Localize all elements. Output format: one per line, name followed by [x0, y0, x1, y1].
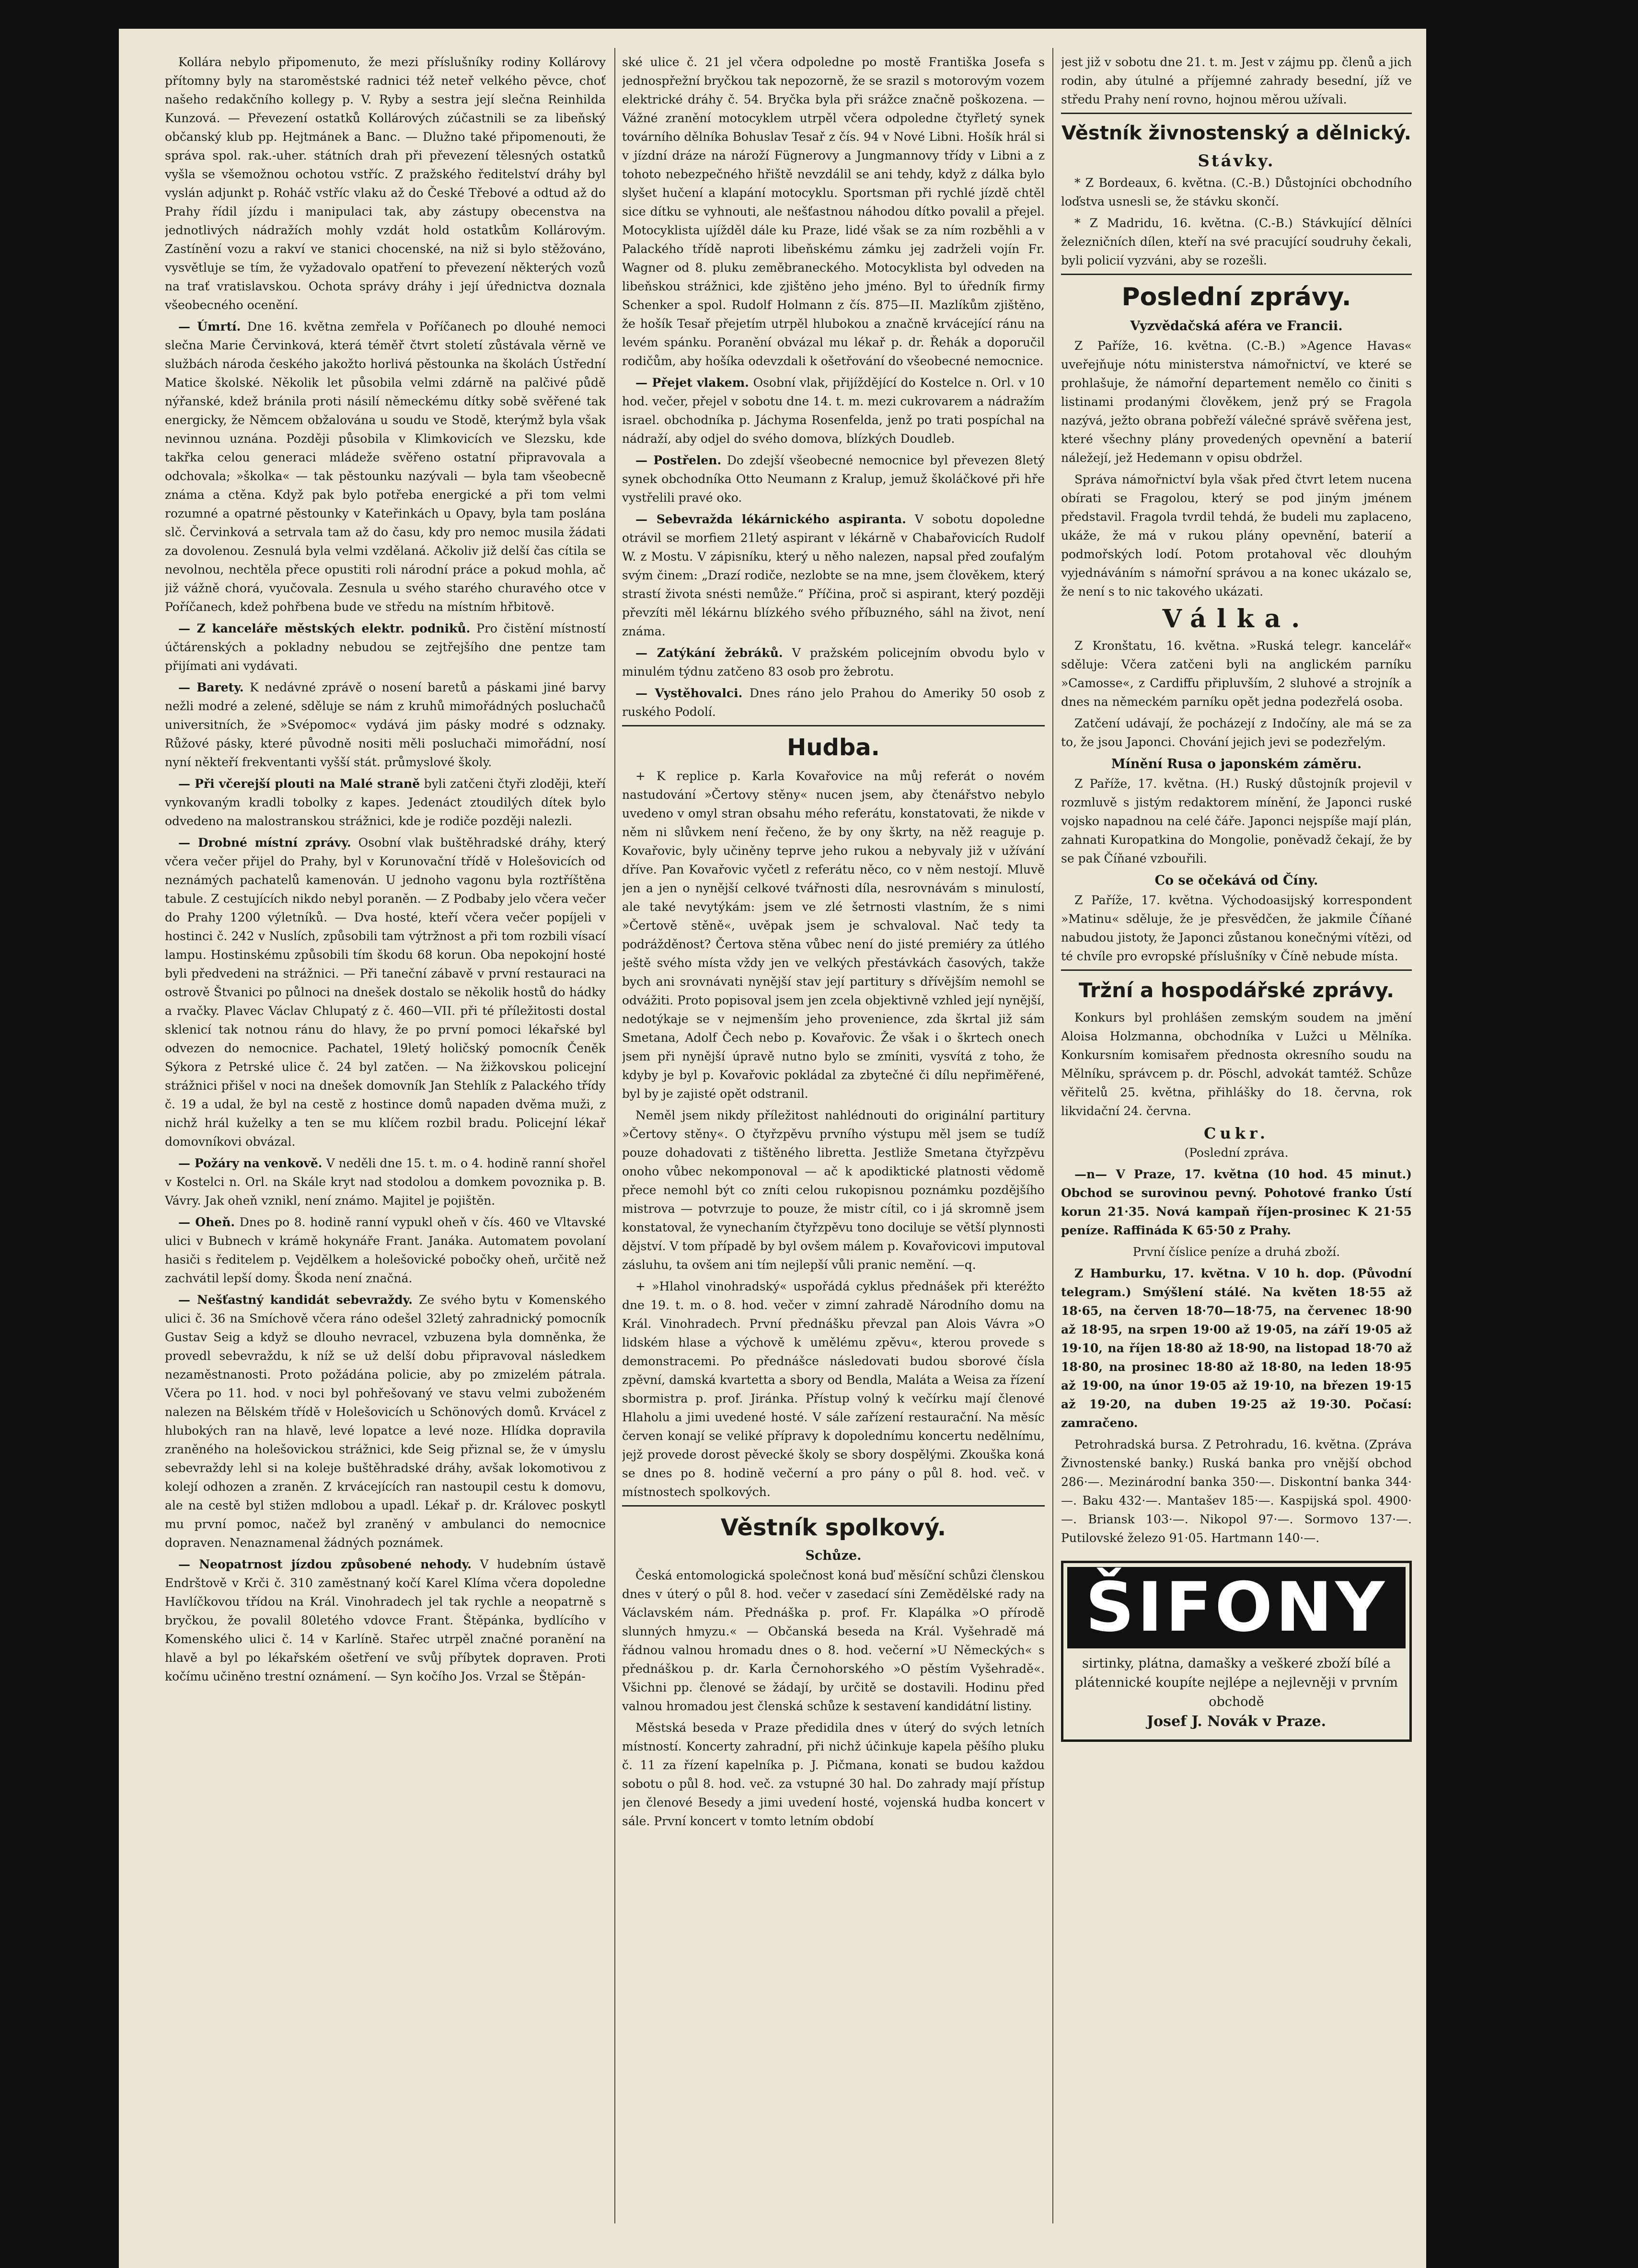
item-heading: — Vystěhovalci. [635, 686, 743, 700]
section-rule [1061, 113, 1412, 114]
ad-text: sirtinky, plátna, damašky a veškeré zboží bílé a plátennické koupíte nejlépe a nejlevněji v prvním obchodě [1075, 1656, 1398, 1709]
section-rule [622, 1505, 1045, 1507]
news-item [165, 1290, 606, 1552]
subheading-stavky: Stávky. [1198, 151, 1275, 171]
news-item [165, 317, 606, 616]
item-text: Do zdejší všeobecné nemocnice byl převezen 8letý synek obchodníka Otto Neumann z Kralup, jemuž školáčkové při hře vystřelili pravé oko. [622, 453, 1045, 505]
subheading-cukr: Cukr. [1204, 1124, 1269, 1142]
article-paragraph: + K replice p. Karla Kovařovice na můj referát o novém nastudování »Čertovy stěny« nucen jsem, aby čtenářstvo nebylo uvedeno v omyl stran obsahu mého referátu, konstatovati, že nikde v něm ni slůvkem není řečeno, že by ony škrty, na něž reaguje p. Kovařovic, byly učiněny teprve jeho rukou a nebyvaly již v užívání dříve. Pan Kovařovic vyčetl z referátu něco, co v něm nestojí. Mluvě jen a jen o nynější celkové tvářnosti díla, nesrovnávám s minulostí, ale také nevytýkám: jsem ve zlé šetrnosti vlastním, že s nimi »Čertově stěně«, uvěpak jsem je schvaloval. Nač tedy ta podrážděnost? Čertova stěna vůbec není do jisté premiéry za útlého ještě svého místa vždy jen ve velkých přestávkách časových, takže bych ani srovnávati nynější stav její partitury s dřívějším nemohl se odvážiti. Proto popisoval jsem jen zcela objektivně vzhled její nynější, nedotýkaje se v nejmenším jeho provenience, zda škrtal již sám Smetana, Adolf Čech nebo p. Kovařovic. Že však i o škrtech onech jsem při nynější úpravě nutno bylo se zmíniti, vysvítá z toho, že kdyby je byl p. Kovařovic pokládal za zbytečné či dílu nepřiměřené, byl by je zajisté opět odstranil. [622, 769, 1045, 1101]
item-text: V pražském policejním obvodu bylo v minulém týdnu zatčeno 83 osob pro žebrotu. [622, 646, 1045, 679]
article-paragraph: jest již v sobotu dne 21. t. m. Jest v zájmu pp. členů a jich rodin, aby útulné a příjemné zahrady besední, jíž ve středu Prahy není rovno, hojnou měrou užívali. [1061, 55, 1412, 106]
news-item: * Z Bordeaux, 6. května. (C.-B.) Důstojníci obchodního loďstva usnesli se, že stávku skončí. [1061, 176, 1412, 208]
column-rule [1052, 48, 1053, 2223]
item-heading: — Neopatrnost jízdou způsobené nehody. [178, 1557, 472, 1571]
item-heading: — Postřelen. [635, 453, 722, 467]
news-item [165, 619, 606, 675]
item-text: Ze svého bytu v Komenského ulici č. 36 na Smíchově včera ráno odešel 32letý zahradnický pomocník Gustav Seig a když se dlouho nevracel, vzbuzena byla domněnka, že provedl sebevraždu, k níž se už delší dobu připravoval následkem nezaměstnanosti. Proto požádána policie, aby po zmizelém pátrala. Včera po 11. hod. v noci byl pohřešovaný ve stavu velmi zuboženém nalezen na Bělském třídě v Holešovicích u Schönových domů. Krvácel z hlubokých ran na hlavě, levé lopatce a levé noze. Hlídka dopravila zraněného na holešovickou strážnici, kde Seig přiznal se, že v úmyslu sebevraždy lehl si na koleje buštěhradské dráhy, avšak lokomotivou z kolejí odhozen a zraněn. Z krvácejících ran nastoupil cestu k domovu, ale na cestě byl stižen mdlobou a upadl. Lékař p. dr. Královec poskytl mu první pomoc, načež byl zraněný v ambulanci do nemocnice dopraven. Nenaznamenal žádných poznámek. [165, 1293, 606, 1550]
article-paragraph: Z Kronštatu, 16. května. »Ruská telegr. kancelář« sděluje: Včera zatčeni byli na anglickém parníku »Camosse«, z Cardiffu připluvším, 2 sluhové a strojník a dnes na německém parníku opět jedna podezřelá osoba. [1061, 639, 1412, 709]
section-heading-hudba: Hudba. [787, 734, 880, 761]
news-item [165, 1154, 606, 1210]
news-item [165, 1213, 606, 1288]
market-report: Petrohradská bursa. Z Petrohradu, 16. května. (Zpráva Živnostenské banky.) Ruská banka pro vnější obchod 286·—. Mezinárodní banka 350·—. Diskontní banka 344·—. Baku 432·—. Mantašev 185·—. Kaspijská spol. 4900·—. Briansk 103·—. Nikopol 97·—. Sormovo 137·—. Putilovské železo 91·05. Hartmann 140·—. [1061, 1438, 1412, 1545]
article-paragraph: Kollára nebylo připomenuto, že mezi příslušníky rodiny Kollárovy přítomny byly na staroměstské radnici též neteř velkého pěvce, choť našeho redakčního kollegy p. V. Ryby a sestra její slečna Reinhilda Kunzová. — Převezení ostatků Kollárových zúčastnili se za libeňský občanský klub pp. Hejtmánek a Banc. — Dlužno také připomenouti, že správa spol. rak.-uher. státních drah při převezení tělesných ostatků vyšla se všemožnou ochotou vstříc. Z pražského ředitelství dráhy byl vyslán adjunkt p. Roháč vstříc vlaku až do České Třebové a odtud až do Prahy řídil jízdu i manipulaci tak, aby zástupy obecenstva na jednotlivých nádražích mohly vzdát hold ostatkům Kollárovým. Zastínění vozu a rakví ve stanici chocenské, na niž si bylo stěžováno, vysvětluje se tím, že vyžadovalo opatření to převezení některých vozů na trať vratislavskou. Ochota správy dráhy i její úřednictva doznala všeobecného ocenění. [165, 55, 606, 312]
article-paragraph: Neměl jsem nikdy příležitost nahlédnouti do originální partitury »Čertovy stěny«. O čtyřzpěvu prvního výstupu měl jsem se tudíž pouze dohadovati z tištěného libretta. Jestliže Smetana čtyřzpěvu onoho vůbec nekomponoval — ač k apodiktické platnosti vědomě přece nemohl být co zníti celou rukopisnou poznámku pozdějšího mistrova — potvrzuje to pouze, že mistr cítil, co i já skromně jsem konstatoval, že vynechaním čtyřzpěvu tono dociluje se větší plynnosti dějství. V tom případě by byl ovšem málem p. Kovařovicovi imputoval zásluhu, ta ovšem ani tím nejlepší vůli pranic nemění. —q. [622, 1108, 1045, 1272]
article-paragraph: Z Paříže, 16. května. (C.-B.) »Agence Havas« uveřejňuje nótu ministerstva námořnictví, ve které se prohlašuje, že námořní departement nemělo co činiti s listinami prodanými člověkem, jenž prý se Fragola nazývá, ježto obrana pobřeží válečné správě svěřena jest, které všechny plány provedených opevnění a baterií náležejí, jež Hedemann v opisu obdržel. [1061, 339, 1412, 465]
item-heading: — Přejet vlakem. [635, 376, 749, 390]
item-text: Pro čistění místností účtárenských a pokladny nebudou se zejtřejšího dne pentze tam přijímati ani vydávati. [165, 622, 606, 673]
subheading-mineni: Mínění Rusa o japonském záměru. [1111, 757, 1362, 771]
section-heading-zivnost: Věstník živnostenský a dělnický. [1061, 122, 1411, 144]
news-item [622, 451, 1045, 507]
news-item [622, 510, 1045, 641]
item-heading: — Barety. [178, 680, 244, 694]
column-right [1061, 53, 1412, 1742]
section-heading-spolky: Věstník spolkový. [720, 1514, 946, 1541]
item-text: Dnes ráno jelo Prahou do Ameriky 50 osob z ruského Podolí. [622, 686, 1045, 719]
article-paragraph: + »Hlahol vinohradský« uspořádá cyklus přednášek při kteréžto dne 19. t. m. o 8. hod. večer v zimní zahradě Národního domu na Král. Vinohradech. První přednášku převzal pan Alois Vávra »O lidském hlase a výchově k umělému zpěvu«, kterou provede s demonstracemi. Po přednášce následovati budou sborové čísla zpěvní, damská kvartetta a sbory od Bendla, Maláta a Weisa za řízení sbormistra p. prof. Jiránka. Přístup volný k večírku mají členové Hlaholu a jimi uvedené hosté. V sále zařízení restaurační. Na měsíc červen konají se veliké přípravy k dopolednímu koncertu nedělnímu, jejž provede dorost pěvecké školy se sbory dospělými. Zkouška koná se dnes po 8. hodině večerní a pro pány o půl 8. hod. več. v místnostech spolkových. [622, 1279, 1045, 1499]
article-paragraph: Česká entomologická společnost koná buď měsíční schůzi členskou dnes v úterý o půl 8. hod. večer v zasedací síni Zemědělské rady na Václavském nám. Přednáška p. prof. Fr. Klapálka »O přírodě slunných hmyzu.« — Občanská beseda na Král. Vyšehradě má řádnou valnou hromadu dnes o 8. hod. večerní »U Německých« s přednáškou p. dr. Karla Černohorského »O pěstím Vyšehradě«. Všichni pp. členové se žádají, by určitě se dostavili. Hodinu před valnou hromadou jest členská schůze k sestavení kandidátní listiny. [622, 1568, 1045, 1713]
subheading-cina: Co se očekává od Číny. [1154, 873, 1318, 888]
item-heading: — Úmrtí. [178, 320, 241, 334]
column-middle [622, 53, 1045, 1833]
article-paragraph: Zatčení udávají, že pocházejí z Indočíny, ale má se za to, že jsou Japonci. Chování jejich jevi se podezřelým. [1061, 716, 1412, 749]
item-text: Dnes po 8. hodině ranní vypukl oheň v čís. 460 ve Vltavské ulici v Bubnech v krámě hokynáře Frant. Janáka. Automatem povolaní hasiči s ředitelem p. Vejdělkem a holešovické pobočky oheň, určitě než zachvátil lepší domy. Škoda není značná. [165, 1215, 606, 1285]
news-item [622, 53, 1045, 370]
article-paragraph: Konkurs byl prohlášen zemským soudem na jmění Aloisa Holzmanna, obchodníka v Lužci u Mělníka. Konkursním komisařem přednosta okresního soudu na Mělníku, správcem p. dr. Pöschl, advokát tamtéž. Schůze věřitelů 25. května, přihlášky do 18. června, rok likvidační 24. června. [1061, 1011, 1412, 1118]
subheading-aféra: Vyzvědačská aféra ve Francii. [1130, 319, 1343, 334]
item-heading: — Zatýkání žebráků. [635, 646, 783, 660]
subheading-schuze: Schůze. [805, 1548, 862, 1563]
item-text: byli zatčeni čtyři zloději, kteří vynkovaným kradli tobolky z kapes. Jedenáct ztoudilých dítek bylo odvedeno na malostranskou strážnici, kde je rodiče později nalezli. [165, 777, 606, 828]
news-item [165, 774, 606, 830]
article-paragraph: Z Paříže, 17. května. Východoasijský korrespondent »Matinu« sděluje, že je přesvědčen, že jakmile Číňané nabudou jistoty, že Japonci zůstanou konečnými vítězi, od té chvíle pro evropské příslušníky v Číně nebude místa. [1061, 893, 1412, 963]
item-text: K nedávné zprávě o nosení baretů a páskami jiné barvy nežli modré a zelené, sděluje se nám z kruhů mimořádných posluchačů universitních, že »Svépomoc« vydává jim pásky modré s odznaky. Růžové pásky, které původně nositi měli posluchači mimořádní, nosí nyní někteří frekventanti vyšší stát. průmyslové školy. [165, 680, 606, 769]
article-paragraph: Z Paříže, 17. května. (H.) Ruský důstojník projevil v rozmluvě s jistým redaktorem mínění, že Japonci ruské vojsko napadnou na celé čáře. Japonci nejspíše mají plán, zahnati Kuropatkina do Mongolie, poněvadž čekají, že by se pak Číňané vzbouřili. [1061, 777, 1412, 865]
column-left [165, 53, 606, 1689]
newspaper-page [119, 29, 1426, 2268]
item-heading: — Z kanceláře městských elektr. podniků. [178, 622, 471, 635]
item-text: ské ulice č. 21 jel včera odpoledne po mostě Františka Josefa s jednospřežní bryčkou tak nepozorně, že se srazil s motorovým vozem elektrické dráhy č. 54. Bryčka byla při srážce značně poškozena. — Vážné zranění motocyklem utrpěl včera odpoledne čtyřletý synek továrního dělníka Bohuslav Tesař z čís. 94 v Nové Libni. Hošík hrál si v jízdní dráze na nároží Fügnerovy a Jungmannovy třídy v Libni a z tohoto nebezpečného hřiště nevzdálil se ani tehdy, když z dálka bylo slyšet hučení a klapání motocyklu. Sportsman při rychlé jízdě chtěl sice dítku se vyhnouti, ale nešťastnou náhodou dítko povalil a přejel. Motocyklista ujížděl dále ku Praze, lidé však se za ním rozběhli a v Palackého třídě naproti libeňskému zámku jej zadrželi vojín Fr. Wagner od 8. pluku zeměbraneckého. Motocyklista byl odveden na libeňskou strážnici, kde zjištěno jeho jméno. Byl to úředník firmy Schenker a spol. Rudolf Holmann z čís. 875—II. Mazlíkům zjištěno, že hošík Tesař přejetím utrpěl hlubokou a značně krvácející ránu na levém spánku. Poranění obvázal mu lékař p. dr. Řehák a doporučil rodičům, aby hošíka odevzdali k ošetřování do všeobecné nemocnice. [622, 55, 1045, 368]
news-item [165, 1555, 606, 1686]
news-item: * Z Madridu, 16. května. (C.-B.) Stávkující dělníci železničních dílen, kteří na své pracující soudruhy čekali, byli policií vyzváni, aby se rozešli. [1061, 216, 1412, 267]
section-rule [1061, 274, 1412, 275]
news-item [165, 833, 606, 1151]
section-rule [1061, 969, 1412, 971]
cukr-note: (Poslední zpráva. [1184, 1146, 1289, 1160]
item-heading: — Oheň. [178, 1215, 235, 1229]
item-heading: — Sebevražda lékárnického aspiranta. [635, 512, 906, 526]
news-item [622, 684, 1045, 721]
item-text: V sobotu dopoledne otrávil se morfiem 21letý aspirant v lékárně v Chabařovicích Rudolf W. z Mostu. V zápisníku, který u něho nalezen, napsal před zoufalým svým činem: „Drazí rodiče, nezlobte se na mne, jsem člověkem, který strastí života snésti nemůže.“ Příčina, proč si aspirant, který později převzíti měl lékárnu blízkého svého příbuzného, sáhl na život, není známa. [622, 512, 1045, 638]
item-text: V neděli dne 15. t. m. o 4. hodině ranní shořel v Kostelci n. Orl. na Skále kryt nad stodolou a domkem povoznika p. B. Vávry. Jak oheň vznikl, není známo. Majitel je pojištěn. [165, 1156, 606, 1208]
subheading-valka: Válka. [1162, 604, 1311, 633]
article-paragraph: Městská beseda v Praze předidila dnes v úterý do svých letních místností. Koncerty zahradní, při nichž účinkuje kapela pěšího pluku č. 11 za řízení kapelníka p. J. Pičmana, konati se budou každou sobotu o půl 8. hod. več. za vstupné 30 hal. Do zahrady mají přístup jen členové Besedy a jimi uvedení hosté, vojenská hudba koncert v sále. První koncert v tomto letním období [622, 1721, 1045, 1828]
item-text: Osobní vlak, přijíždějící do Kostelce n. Orl. v 10 hod. večer, přejel v sobotu dne 14. t. m. mezi cukrovarem a nádražím israel. obchodníka p. Jáchyma Rosenfelda, jenž po trati pospíchal na nádraží, aby odjel do svého domova, blízkých Doudleb. [622, 376, 1045, 446]
item-text: Osobní vlak buštěhradské dráhy, který včera večer přijel do Prahy, byl v Korunovační třídě v Holešovicích od neznámých pachatelů kamenován. U jednoho vagonu byla roztříštěna tabule. Z cestujících nikdo nebyl poraněn. — Z Podbaby jelo včera večer do Prahy 1200 výletníků. — Dva hosté, kteří včera večer popíjeli v hostinci č. 242 v Nuslích, způsobili tam výtržnost a při tom rozbili vísací lampu. Hostinskému způsobili tím škodu 68 korun. Oba nepokojní hosté byli předvedeni na strážnici. — Při taneční zábavě v první restauraci na ostrově Štvanici po půlnoci na dnešek dostalo se několik hostů do hádky a rvačky. Plavec Václav Chlupatý z č. 460—VII. při té příležitosti dostal sklenicí tak notnou ránu do hlavy, že po první pomoci lékařské byl odvezen do nemocnice. Pachatel, 19letý holičský pomocník Čeněk Sýkora z Petrské ulice č. 24 byl zatčen. — Na žižkovskou policejní strážnici přišel v noci na dnešek domovník Jan Stehlík z Palackého třídy č. 19 a udal, že byl na cestě z hostince domů napaden dvěma muži, z nichž hrál kuželky a ten se mu klíčem rozbil bradu. Policejní lékař domovníkovi obvázal. [165, 836, 606, 1149]
news-item [622, 644, 1045, 681]
item-heading: — Požáry na venkově. [178, 1156, 323, 1170]
item-text: Dne 16. května zemřela v Poříčanech po dlouhé nemoci slečna Marie Červinková, která téměř čtvrt století zůstávala věrně ve službách národa českého jakožto horlivá pěstounka na školách Ústřední Matice školské. Několik let působila velmi zdárně na palčivé půdě nýřanské, kdež bránila proti násilí německému dítky sobě svěřené tak energicky, že Němcem obžalována u soudu ve Stodě, kterýmž byla však nevinnou uznána. Později působila v Klimkovicích ve Slezsku, kde takřka celou generaci mládeže svěřeno ostatní připravovala a odchovala; »školka« — tak pěstounku nazývali — byla tam všeobecně známa a ctěna. Když pak bylo potřeba energické a při tom velmi rozumné a opatrné pěstounky v Kateřinkách u Opavy, byla tam poslána slč. Červinková a setrvala tam až do času, kdy pro nemoc musila žádati za dovolenou. Zesnulá byla velmi vzdělaná. Ačkoliv již delší čas cítila se nevolnou, nechtěla přece opustiti roli národní práce a pokud mohla, ač již vážně chorá, vyučovala. Zesnula u svého starého churavého otce v Poříčanech, kdež pohřbena bude ve středu na místním hřbitově. [165, 320, 606, 614]
market-report: Z Hamburku, 17. května. V 10 h. dop. (Původní telegram.) Smýšlení stálé. Na květen 18·55 až 18·65, na červen 18·70—18·75, na červenec 18·90 až 18·95, na srpen 19·00 až 19·05, na září 19·05 až 19·10, na říjen 18·80 až 18·90, na listopad 18·70 až 18·80, na prosinec 18·80 až 18·80, na leden 18·95 až 19·00, na únor 19·05 až 19·10, na březen 19·15 až 19·20, na duben 19·25 až 19·30. Počasí: zamračeno. [1061, 1266, 1412, 1430]
market-note: První číslice peníze a druhá zboží. [1132, 1245, 1340, 1259]
section-heading-trzni: Tržní a hospodářské zprávy. [1078, 979, 1395, 1002]
news-item [165, 678, 606, 771]
advertisement [1061, 1561, 1412, 1742]
ad-title: ŠIFONY [1067, 1567, 1406, 1648]
item-heading: — Drobné místní zprávy. [178, 836, 351, 850]
item-heading: — Při včerejší plouti na Malé straně [178, 777, 420, 791]
ad-firm: Josef J. Novák v Praze. [1146, 1713, 1327, 1730]
column-rule [614, 48, 615, 2223]
item-text: V hudebním ústavě Endrštově v Krči č. 310 zaměstnaný kočí Karel Klíma včera dopoledne Havlíčkovou třídou na Král. Vinohradech jel tak rychle a neopatrně s bryčkou, že povalil 80letého vdovce Frant. Štěpánka, bydlícího v Komenského ulici č. 14 v Karlíně. Stařec utrpěl značné poranění na hlavě a byl po lékařském ošetření ve svůj příbytek dopraven. Proti kočímu učiněno trestní oznámení. — Syn kočího Jos. Vrzal se Štěpán- [165, 1557, 606, 1683]
section-rule [622, 725, 1045, 726]
item-heading: — Nešťastný kandidát sebevraždy. [178, 1293, 413, 1307]
market-report: —n— V Praze, 17. května (10 hod. 45 minut.) Obchod se surovinou pevný. Pohotové franko Ústí korun 21·35. Nová kampaň říjen-prosinec K 21·55 peníze. Raffináda K 65·50 z Prahy. [1061, 1167, 1412, 1237]
article-paragraph: Správa námořnictví byla však před čtvrt letem nucena obírati se Fragolou, který se pod jiným jménem představil. Fragola tvrdil tehdá, že budeli mu zaplaceno, ukáže, že má v rukou plány opevnění, baterií a podmořských lodí. Potom protahoval věc dlouhým vyjednáváním s námořní správou a na konec ukázalo se, že není s to nic takového ukázati. [1061, 472, 1412, 599]
section-heading-posledni: Poslední zprávy. [1121, 283, 1351, 311]
news-item [622, 373, 1045, 448]
